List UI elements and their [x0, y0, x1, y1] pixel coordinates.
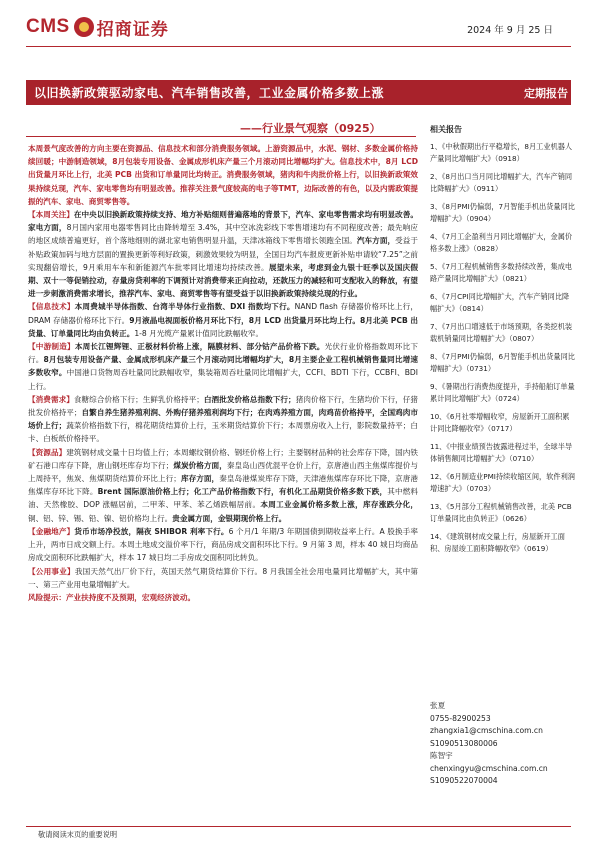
section-text: 8月国内家用电器零售同比由降转增至 3.4%，其中空冰洗彩线下零售增速均有不同程度改善；最先响应的地区成绩普遍更好，首个落地细则的湖北家电销售明显升温，天津冰箱线下零售增长领跑全国。 [28, 223, 418, 246]
section-text: 货币市场净投放，隔夜 SHIBOR 利率下行。 [74, 526, 229, 536]
section-text: 光伏行业价格指数周环比下行。 [28, 342, 419, 365]
related-report-link[interactable]: 2、《8月出口当月同比增幅扩大，汽车产销同比降幅扩大》（0911） [430, 172, 573, 193]
section-text: 考虑到金九银十旺季以及国庆假期、双十一等促销拉动，存量房贷利率的下调预计对消费带来正向拉动，还款压力的减轻和可支配收入的释放，有望进一步刺激消费需求增长，推荐汽车、家电、商贸零售等有望受益于以旧换新政策持续兑现的行业。 [28, 262, 419, 299]
section-text: 建筑钢材成交量十日均值上行；本周螺纹钢价格、钢坯价格上行；主要钢材品种的社会库存下降，国内铁矿石港口库存下降，唐山钢坯库存均下行； [28, 447, 419, 470]
section-text: 铜、铝、锌、锡、铅、镍、铝价格均上行。 [28, 513, 173, 523]
contact-line: chenxingyu@cmschina.com.cn [430, 763, 548, 773]
section-text: 秦皇岛山西优混平仓价上行，京唐港山西主焦煤库提价与上周持平，焦炭、焦煤期货结算价环比上行； [28, 460, 419, 484]
section-text: 库存方面， [180, 474, 220, 484]
section-paragraph [28, 565, 418, 591]
section-text: 白酒批发价格总指数下行； [203, 394, 296, 404]
related-report-link[interactable]: 11、《中报业绩预告披露进程过半，全球半导体销售额同比增幅扩大》（0710） [430, 442, 573, 463]
section-text: 展望未来， [268, 262, 309, 272]
related-reports-panel [430, 124, 575, 561]
section-text: NAND flash 存储器价格环比上行，DRAM 存储器价格环比下行。 [28, 302, 419, 325]
section-text: 贵金属方面，金银期现价格上行。 [172, 513, 287, 523]
related-reports-heading: 相关报告 [430, 125, 462, 134]
section-text: 在中央以旧换新政策持续支持、地方补贴细则普遍落地的背景下，汽车、家电零售需求均有明显改善。 [73, 210, 418, 220]
related-report-link[interactable]: 10、《6月社零增幅收窄，房屋新开工面积累计同比降幅收窄》（0717） [430, 412, 570, 433]
related-report-link[interactable]: 6、《7月CPI同比增幅扩大，汽车产销同比降幅扩大》（0814） [430, 292, 570, 313]
report-date: 2024 年 9 月 25 日 [467, 25, 553, 36]
section-text: 其中燃料油、天然橡胶、DOP 涨幅居前，二甲苯、甲苯、苯乙烯跌幅居前。 [28, 487, 419, 510]
related-report-link[interactable]: 1、《中秋假期出行平稳增长，8月工业机器人产量同比增幅扩大》（0918） [430, 142, 573, 163]
section-tag: 【金融地产】 [28, 526, 75, 536]
contact-line: 张夏 [430, 701, 446, 710]
related-report-link[interactable]: 14、《建筑钢材成交量上行，房屋新开工面积、房屋竣工面积降幅收窄》（0619） [430, 532, 565, 553]
report-type-tag: 定期报告 [524, 87, 568, 100]
section-tag: 【本周关注】 [28, 210, 74, 220]
contact-line: 0755-82900253 [430, 713, 491, 723]
summary-paragraph: 本周景气度改善的方向主要在资源品、信息技术和部分消费服务领域。上游资源品中，水泥、钢材、多数金属价格持续回暖；中游制造领域，8月包装专用设备、金属成形机床产量三个月滚动同比增幅均扩大。信息技术中，8月 LCD 出货量月环比上行，北美 PCB 出货和订单量同比均转正。消费服务领域，猪肉和牛肉批价格上行，以旧换新政策效果持续兑现，汽车、家电零售均有明显改善。推荐关注景气度较高的电子等TMT，边际改善的有色，以及内需政策提振的汽车、家电、商贸零售等。 [28, 144, 419, 206]
section-text: 猪肉价格下行，生猪均价下行，仔猪批发价格持平； [28, 394, 419, 418]
contact-line: 陈智宇 [430, 751, 453, 760]
section-paragraph [28, 300, 418, 340]
section-tag: 【中游制造】 [28, 342, 75, 352]
section-tag: 【公用事业】 [28, 566, 75, 576]
section-text: 汽车方面， [356, 236, 396, 246]
related-report-link[interactable]: 9、《暑期出行消费热度提升，手持船舶订单量累计同比增幅扩大》（0724） [430, 382, 575, 403]
risk-warning: 风险提示：产业扶持度不及预期，宏观经济波动。 [28, 592, 196, 602]
section-text: 蔬菜价格指数下行，棉花期货结算价上行，玉米期货结算价下行；本周票房收入上行，影院数量持平；白卡、白板纸价格持平。 [28, 421, 418, 444]
section-paragraph [28, 525, 418, 565]
section-text: 本周工业金属价格多数上涨，库存涨跌分化， [260, 500, 418, 510]
section-paragraph [28, 208, 418, 300]
section-text: Brent 国际原油价格上行；化工产品价格指数下行，有机化工品期货价格多数下跌， [97, 487, 388, 497]
logo-emblem-icon [74, 17, 94, 37]
brand-logo [26, 14, 169, 40]
section-text: 9月液晶电视面板价格月环比下行，8月 LCD 出货量月环比均上行。8月北美 PCB 出货量、订单量同比均由负转正。 [28, 315, 418, 338]
section-tag: 【资源品】 [28, 447, 67, 457]
contact-line: S1090522070004 [430, 776, 498, 785]
header-divider [26, 46, 571, 47]
section-text: 食糖综合价格下行；生鲜乳价格持平； [73, 394, 204, 404]
section-list [28, 208, 418, 591]
related-report-link[interactable]: 5、《7月工程机械销售多数持续改善，集成电路产量同比增幅扩大》（0821） [430, 262, 573, 283]
related-report-link[interactable]: 12、《6月制造业PMI持续收缩区间，软件利润增速扩大》（0703） [430, 472, 575, 493]
section-tag: 【信息技术】 [28, 302, 75, 312]
contact-line: zhangxia1@cmschina.com.cn [430, 726, 543, 735]
footer-divider [26, 826, 571, 827]
section-text: 6 个月/1 年期/3 年期国债到期收益率上行。A 股换手率上升，两市日成交额上行。本周土地成交溢价率下行，商品房成交面积环比下行。9 月第 3 周，样本 40 城日均商品房成交面积环比跌幅扩大，样本 17 城日均二手房成交面积同比转负。 [28, 526, 419, 563]
logo-chinese: 招商证券 [96, 19, 169, 40]
section-tag: 【消费需求】 [28, 394, 74, 404]
section-paragraph [28, 393, 418, 446]
section-text: 我国天然气出厂价下行，英国天然气期货结算价下行。8 月我国全社会用电量同比增幅扩大，其中第一、第三产业用电量增幅扩大。 [28, 566, 418, 589]
section-paragraph [28, 340, 418, 393]
related-report-link[interactable]: 3、《8月PMI仍偏弱，7月智能手机出货量同比增幅扩大》（0904） [430, 202, 575, 223]
report-body [28, 142, 418, 604]
related-report-link[interactable]: 4、《7月工企盈利当月同比增幅扩大，金属价格多数上涨》（0828） [430, 232, 573, 253]
report-subtitle: ——行业景气观察（0925） [240, 122, 381, 135]
section-text: 自繁自养生猪养殖利润、外购仔猪养殖利润均下行；在肉鸡养殖方面，肉鸡苗价格持平，全国鸡肉市场价上行； [28, 408, 418, 431]
footer-note: 敬请阅读末页的重要说明 [38, 830, 118, 839]
contact-lines [430, 700, 575, 788]
report-title: 以旧换新政策驱动家电、汽车销售改善，工业金属价格多数上涨 [34, 86, 385, 100]
section-text: 本周长江锂辉锂、正极材料价格上涨，隔膜材料、部分钴产品价格下跌。 [74, 342, 325, 352]
section-paragraph [28, 446, 418, 525]
related-reports-list [430, 141, 575, 555]
section-text: 1-8 月光缆产量累计值同比跌幅收窄。 [134, 328, 264, 338]
logo-latin: CMS [26, 16, 70, 37]
section-text: 秦皇岛港煤炭库存下降，天津港焦煤库存环比下降，京唐港焦煤库存环比下降。 [28, 474, 418, 497]
section-text: 本周费城半导体指数、台湾半导体行业指数、DXI 指数均下行。 [74, 302, 295, 312]
related-report-link[interactable]: 8、《7月PMI仍偏弱，6月智能手机出货量同比增幅扩大》（0731） [430, 352, 575, 373]
contact-line: S1090513080006 [430, 738, 498, 748]
related-report-link[interactable]: 7、《7月出口增速低于市场预期，各类挖机装载机销量同比增幅扩大》（0807） [430, 322, 573, 343]
section-text: 中国港口货物周吞吐量同比跌幅收窄，集装箱周吞吐量同比增幅扩大，CCFI、BDTI 下行，CCBFI、BDI 上行。 [28, 368, 419, 391]
analyst-contact [430, 700, 575, 788]
section-text: 煤炭价格方面， [173, 460, 227, 470]
related-report-link[interactable]: 13、《5月部分工程机械销售改善，北美 PCB 订单量同比由负转正》（0626） [430, 502, 572, 523]
section-text: 8月包装专用设备产量、金属成形机床产量三个月滚动同比增幅均扩大，8月主要企业工程机械销售量同比增速多数收窄。 [28, 355, 419, 378]
section-text: 受益于补贴政策加码与地方层面的置换更新等利好政策，刺激效果较为明显，全国日均汽车报废更新补贴申请较“7.25”之前实现翻倍增长，9月乘用车车和新能源汽车批零同比增速均持续改善。 [28, 236, 419, 272]
subtitle-divider [26, 136, 416, 137]
section-text: 家电方面， [28, 223, 67, 233]
